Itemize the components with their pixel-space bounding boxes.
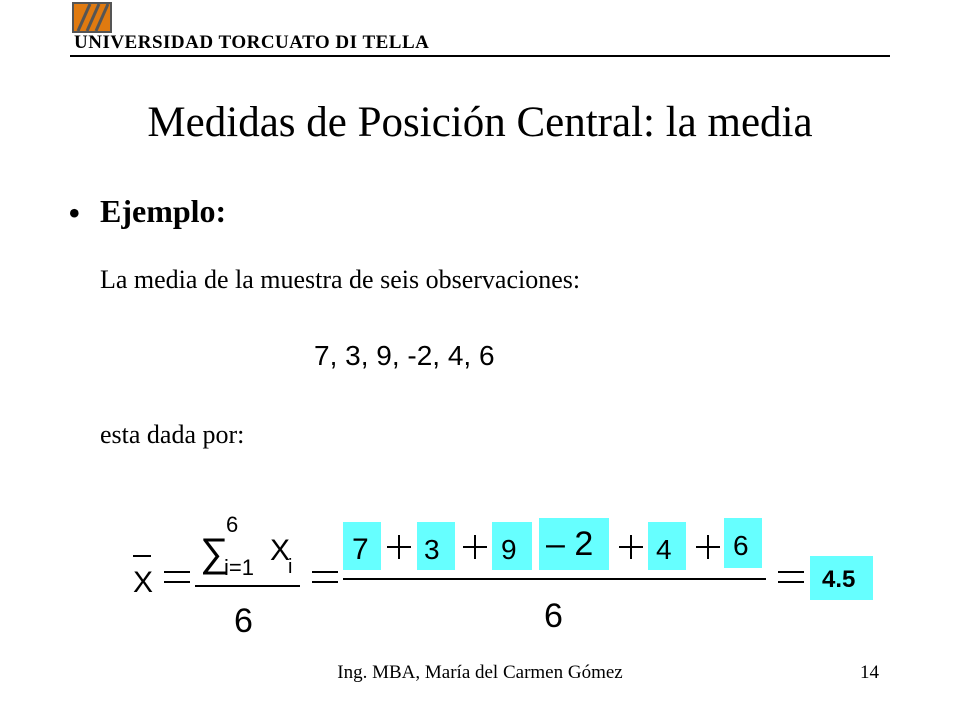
value-3: 9: [501, 534, 517, 565]
footer-author: Ing. MBA, María del Carmen Gómez: [337, 662, 623, 683]
slide-title: Medidas de Posición Central: la media: [147, 99, 813, 146]
plus-sign-3: [619, 535, 643, 559]
equals-sign-1: [164, 572, 190, 582]
university-name: UNIVERSIDAD TORCUATO DI TELLA: [74, 32, 430, 53]
sum-lower: i=1: [224, 555, 254, 580]
value-4: – 2: [546, 525, 594, 563]
intro-text: La media de la muestra de seis observaciones:: [100, 265, 581, 294]
given-by-text: esta dada por:: [100, 420, 245, 449]
value-1: 7: [352, 533, 369, 566]
sum-icon: ∑: [200, 531, 229, 575]
value-5: 4: [656, 534, 672, 565]
value-6: 6: [733, 530, 749, 561]
equals-sign-3: [778, 572, 804, 582]
denominator-2: 6: [544, 597, 563, 635]
denominator-1: 6: [234, 602, 253, 640]
bullet-icon: •: [68, 193, 81, 233]
result-value: 4.5: [822, 566, 856, 593]
page-number: 14: [860, 662, 879, 683]
equals-sign-2: [312, 572, 338, 582]
value-2: 3: [424, 534, 440, 565]
plus-sign-4: [696, 535, 720, 559]
observations-list: 7, 3, 9, -2, 4, 6: [314, 340, 495, 371]
sum-upper: 6: [226, 512, 239, 537]
mean-symbol: X: [133, 566, 154, 599]
bullet-heading: Ejemplo:: [100, 193, 227, 229]
sum-term: X: [270, 534, 291, 567]
sum-term-sub: i: [288, 556, 293, 578]
plus-sign-2: [463, 535, 487, 559]
plus-sign-1: [387, 535, 411, 559]
